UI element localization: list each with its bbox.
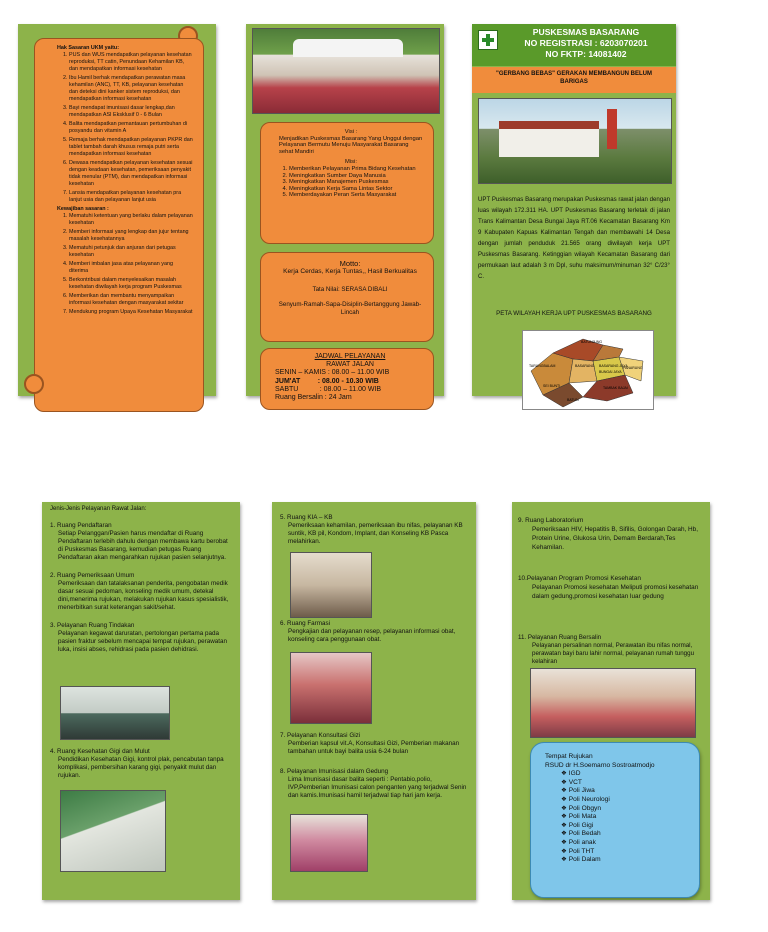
layanan-item-9 xyxy=(518,516,706,552)
misi-list xyxy=(279,166,423,199)
building-photo xyxy=(478,98,672,184)
rujukan-item: ❖ Poli Mata xyxy=(561,813,597,821)
misi-item: 1. Memberikan Pelayanan Prima Bidang Kesehatan xyxy=(289,166,423,173)
tagline-banner xyxy=(472,67,676,93)
jadwal-row: JUM'AT : 08.00 - 10.30 WIB xyxy=(275,377,379,385)
rujukan-item: ❖ VCT xyxy=(561,778,582,786)
kia-room-photo xyxy=(290,552,372,618)
map-label: BATUN xyxy=(567,398,579,402)
item-text: Pengkajian dan pelayanan resep, pelayanan informasi obat, konseling cara penggunaan obat. xyxy=(288,628,456,643)
kewajiban-list xyxy=(57,213,193,316)
layanan-item-5 xyxy=(280,514,470,546)
map-label: TAMBAK BAJAI xyxy=(603,386,628,390)
item-title: Pelayanan Imunisasi dalam Gedung xyxy=(287,768,389,775)
kewajiban-item: 7. Mendukung program Upaya Kesehatan Masyarakat xyxy=(69,309,193,316)
map-label: BUNGAI JAYA xyxy=(599,370,622,374)
item-num: 7. xyxy=(280,732,286,739)
rujukan-item: ❖ Poli Dalam xyxy=(561,856,601,864)
rujukan-item: ❖ Poli THT xyxy=(561,847,595,855)
item-text: Pemeriksaan kehamilan, pemeriksaan ibu nifas, pelayanan KB suntik, KB pil, Kondom, Implant, dan Konseling KB Pasca melahirkan. xyxy=(288,522,463,545)
misi-item: 3. Meningkatkan Manajemen Puskesmas xyxy=(289,179,423,186)
map-title: PETA WILAYAH KERJA UPT PUSKESMAS BASARANG xyxy=(496,310,652,317)
kewajiban-item: 3. Mematuhi petunjuk dan anjuran dari petugas kesehatan xyxy=(69,245,193,259)
misi-title: Misi: xyxy=(345,159,357,166)
item-text: Pelayanan Promosi kesehatan Meliputi promosi kesehatan dalam gedung,promosi kesehatan luar gedung xyxy=(532,584,699,600)
layanan-item-7 xyxy=(280,732,470,756)
item-title: Pelayanan Ruang Tindakan xyxy=(57,622,135,629)
kewajiban-item: 4. Memberi imbalan jasa atas pelayanan yang diterima xyxy=(69,261,193,275)
diamond-bullet-icon: ❖ xyxy=(561,813,569,821)
map-label: BATUNJUNG xyxy=(581,340,603,344)
misi-item: 2. Meningkatkan Sumber Daya Manusia xyxy=(289,173,423,180)
hak-list xyxy=(57,52,193,204)
panel-visi-misi xyxy=(246,24,444,402)
hak-title: Hak Sasaran UKM yaitu: xyxy=(57,45,120,51)
kewajiban-title: Kewajiban sasaran : xyxy=(57,206,109,212)
layanan-item-4 xyxy=(50,748,234,780)
tata-nilai-desc: Senyum-Ramah-Sapa-Disiplin-Bertanggung Jawab-Lincah xyxy=(278,301,422,316)
item-title: Ruang Pemeriksaan Umum xyxy=(57,572,135,579)
puskesmas-name: PUSKESMAS BASARANG xyxy=(532,27,640,37)
gigi-room-photo xyxy=(60,790,166,872)
no-fktp: NO FKTP: 14081402 xyxy=(545,49,627,59)
item-title: 10.Pelayanan Program Promosi Kesehatan xyxy=(518,575,641,582)
tata-nilai: Tata Nilai: SERASA DIBALI xyxy=(312,286,388,293)
item-text: Pemberian kapsul vit.A, Konsultasi Gizi, Pemberian makanan tambahan untuk bayi balita usia 6-24 bulan xyxy=(288,740,460,755)
item-num: 2. xyxy=(50,572,56,579)
scroll-jadwal xyxy=(260,348,434,410)
visi-title: Visi : xyxy=(344,129,358,135)
header-title-block xyxy=(472,24,676,66)
scroll-motto xyxy=(260,252,434,342)
panel-layanan-2 xyxy=(272,502,476,900)
layanan-item-10 xyxy=(518,574,706,601)
diamond-bullet-icon: ❖ xyxy=(561,838,569,846)
layanan-item-8 xyxy=(280,768,470,800)
bersalin-photo xyxy=(530,668,696,738)
motto-title: Motto: xyxy=(339,259,361,268)
rujukan-sub: RSUD dr H.Soemarno Sostroatmodjo xyxy=(545,761,655,769)
jadwal-title: JADWAL PELAYANAN xyxy=(314,353,386,360)
item-num: 3. xyxy=(50,622,56,629)
item-title: 11. Pelayanan Ruang Bersalin xyxy=(518,634,602,641)
item-title: Ruang Kesehatan Gigi dan Mulut xyxy=(57,748,150,755)
scroll-curl-bottom xyxy=(24,374,44,394)
item-title: Ruang Pendaftaran xyxy=(57,522,112,529)
item-num: 4. xyxy=(50,748,56,755)
panel-hak-kewajiban xyxy=(18,24,216,396)
panel-layanan-1 xyxy=(42,502,240,900)
wilayah-map xyxy=(522,330,654,410)
farmasi-room-photo xyxy=(290,652,372,724)
rujukan-title: Tempat Rujukan xyxy=(545,753,593,760)
misi-item: 5. Memberdayakan Peran Serta Masyarakat xyxy=(289,192,423,199)
panel-profil xyxy=(472,24,676,402)
diamond-bullet-icon: ❖ xyxy=(561,821,569,829)
item-num: 1. xyxy=(50,522,56,529)
hak-item: 1. PUS dan WUS mendapatkan pelayanan kesehatan reproduksi, TT catin, Penundaan Kehamilan KB, dan mendapatkan informasi kesehatan xyxy=(69,52,193,73)
map-label: TARUNGBALAM xyxy=(529,364,556,368)
kewajiban-item: 1. Mematuhi ketentuan yang berlaku dalam pelayanan kesehatan xyxy=(69,213,193,227)
rujukan-item: ❖ Poli anak xyxy=(561,838,596,846)
kewajiban-item: 2. Memberi informasi yang lengkap dan jujur tentang masalah kesehatannya xyxy=(69,229,193,243)
tagline: "GERBANG BEBAS" GERAKAN MEMBANGUN BELUM BARIGAS xyxy=(495,71,653,85)
hak-item: 4. Balita mendapatkan pemantauan pertumbuhan di posyandu dan vitamin A xyxy=(69,121,193,135)
item-text: Lima Imunisasi dasar balita seperti : Pentabio,polio, IVP,Pemberian Imunisasi calon penganten yang terjadwal Senin dan kamis.Imunisasi hamil terjadwal tiap hari jam kerja. xyxy=(288,776,467,799)
rujukan-item: ❖ Poli Neurologi xyxy=(561,795,610,803)
item-text: Pendidikan Kesehatan Gigi, kontrol plak, pencabutan tanpa komplikasi, pembersihan karang gigi, penyakit mulut dan rujukan. xyxy=(58,756,224,779)
diamond-bullet-icon: ❖ xyxy=(561,787,569,795)
map-label: SEI BUNTI xyxy=(543,384,561,388)
jadwal-row: SABTU : 08.00 – 11.00 WIB xyxy=(275,385,382,393)
item-text: Pelayanan kegawat daruratan, pertolongan pertama pada pasien fraktur sebelum mencapai tempat rujukan, perawatan luka, insisi abses, rehidrasi pada pasien dehidrasi. xyxy=(58,630,228,653)
rujukan-item: ❖ Poli Gigi xyxy=(561,821,594,829)
rujukan-box xyxy=(530,742,700,898)
hak-item: 3. Bayi mendapat imunisasi dasar lengkap,dan mendapatkan ASI Eksklusif 0 - 6 Bulan xyxy=(69,105,193,119)
diamond-bullet-icon: ❖ xyxy=(561,795,569,803)
group-photo xyxy=(252,28,440,114)
scroll-visi-misi xyxy=(260,122,434,244)
item-text: Setiap Pelanggan/Pasien harus mendaftar di Ruang Pendaftaran terlebih dahulu dengan membawa kartu berobat di Puskesmas Basarang, kemudian petugas Ruang Pendaftaran akan mengarahkan rujukan pasien selanjutnya. xyxy=(58,530,228,561)
item-num: 5. xyxy=(280,514,286,521)
hak-item: 2. Ibu Hamil berhak mendapatkan perawatan masa kehamilan (ANC), TT, KB, pelayanan kesehatan dan deteksi dini kanker sistem reproduksi, dan mendapatkan informasi kesehatan xyxy=(69,75,193,103)
layanan-item-11 xyxy=(518,634,706,666)
item-title: Ruang Farmasi xyxy=(287,620,331,627)
item-num: 6. xyxy=(280,620,286,627)
misi-item: 4. Meningkatkan Kerja Sama Lintas Sektor xyxy=(289,186,423,193)
diamond-bullet-icon: ❖ xyxy=(561,804,569,812)
kewajiban-item: 6. Memberikan dan membantu menyampaikan informasi kesehatan dengan masyarakat sekitar xyxy=(69,293,193,307)
diamond-bullet-icon: ❖ xyxy=(561,830,569,838)
diamond-bullet-icon: ❖ xyxy=(561,778,569,786)
layanan-intro: Jenis-Jenis Pelayanan Rawat Jalan: xyxy=(50,506,147,512)
item-title: Pelayanan Konsultasi Gizi xyxy=(287,732,361,739)
visi-text: Menjadikan Puskesmas Basarang Yang Unggul dengan Pelayanan Bermutu Menuju Masyarakat Basarang sehat Mandiri xyxy=(279,135,423,155)
jadwal-sub: RAWAT JALAN xyxy=(326,361,374,369)
map-label: BASARANG xyxy=(575,364,595,368)
logo-icon xyxy=(478,30,498,50)
profil-description: UPT Puskesmas Basarang merupakan Puskesmas rawat jalan dengan luas wilayah 172.311 HA. UPT Puskesmas Basarang terletak di jalan Trans Kalimantan Desa Bungai Jaya RT.06 Kecamatan Basarang Km 9 Kabupaten Kapuas Kalimantan Tengah dan membawahi 14 Desa dengan jumlah penduduk 21.565 orang diwilayah kerja UPT Puskesmas Basarang. Ketinggian wilayah Kecamatan Basarang dari permukaan laut adalah 3 m Dpl, suhu maksimum/minuman 32° C/23° C. xyxy=(478,196,670,280)
layanan-item-6 xyxy=(280,620,470,644)
map-label: PANARUNG xyxy=(623,366,643,370)
map-label: BASARANG JAYA xyxy=(599,364,628,368)
jadwal-row: Ruang Bersalin : 24 Jam xyxy=(275,394,352,402)
diamond-bullet-icon: ❖ xyxy=(561,770,569,778)
hak-item: 5. Remaja berhak mendapatkan pelayanan PKPR dan tablet tambah darah khusus remaja putri serta mendapatkan informasi kesehatan xyxy=(69,137,193,158)
imunisasi-photo xyxy=(290,814,368,872)
kewajiban-item: 5. Berkontribusi dalam menyelesaikan masalah kesehatan diwilayah kerja program Puskesmas xyxy=(69,277,193,291)
layanan-item-3 xyxy=(50,622,234,654)
item-num: 8. xyxy=(280,768,286,775)
tindakan-room-photo xyxy=(60,686,170,740)
diamond-bullet-icon: ❖ xyxy=(561,856,569,864)
rujukan-item: ❖ Poli Jiwa xyxy=(561,787,595,795)
jadwal-row: SENIN – KAMIS : 08.00 – 11.00 WIB xyxy=(275,369,390,377)
motto-text: Kerja Cerdas, Kerja Tuntas,, Hasil Berkualitas xyxy=(283,268,417,275)
item-text: Pemeriksaan dan tatalaksanan penderita, pengobatan medik dasar sesuai pedoman, konseling medik umum, detekal dini,menerima rujukan, melakukan rujukan kasus spesialistik, menerbitkan surat keterangan sakit/sehat. xyxy=(58,580,229,611)
no-registrasi: NO REGISTRASI : 6203070201 xyxy=(524,38,648,48)
item-text: Pelayanan persalinan normal, Perawatan ibu nifas normal, perawatan bayi baru lahir normal, pelayanan rumah tunggu kelahiran xyxy=(532,642,695,665)
rujukan-list xyxy=(545,770,699,865)
layanan-item-2 xyxy=(50,572,234,612)
diamond-bullet-icon: ❖ xyxy=(561,847,569,855)
rujukan-item: ❖ Poli Bedah xyxy=(561,830,601,838)
item-title: 9. Ruang Laboratorium xyxy=(518,517,584,524)
rujukan-item: ❖ IGD xyxy=(561,770,581,778)
hak-item: 7. Lansia mendapatkan pelayanan kesehatan pra lanjut usia dan pelayanan lanjut usia xyxy=(69,190,193,204)
layanan-item-1 xyxy=(50,522,234,562)
item-title: Ruang KIA – KB xyxy=(287,514,333,521)
scroll-hak-kewajiban xyxy=(34,38,204,412)
item-text: Pemeriksaan HIV, Hepatitis B, Sifilis, Golongan Darah, Hb, Protein Urine, Glukosa Urin, Demam Berdarah,Tes Kehamilan. xyxy=(532,526,698,551)
panel-layanan-3 xyxy=(512,502,710,900)
rujukan-item: ❖ Poli Obgyn xyxy=(561,804,602,812)
hak-item: 6. Dewasa mendapatkan pelayanan kesehatan sesuai dengan keadaan kesehatan, pemeriksaan penyakit tidak menular (PTM), dan mendapatkan informasi kesehatan xyxy=(69,160,193,188)
